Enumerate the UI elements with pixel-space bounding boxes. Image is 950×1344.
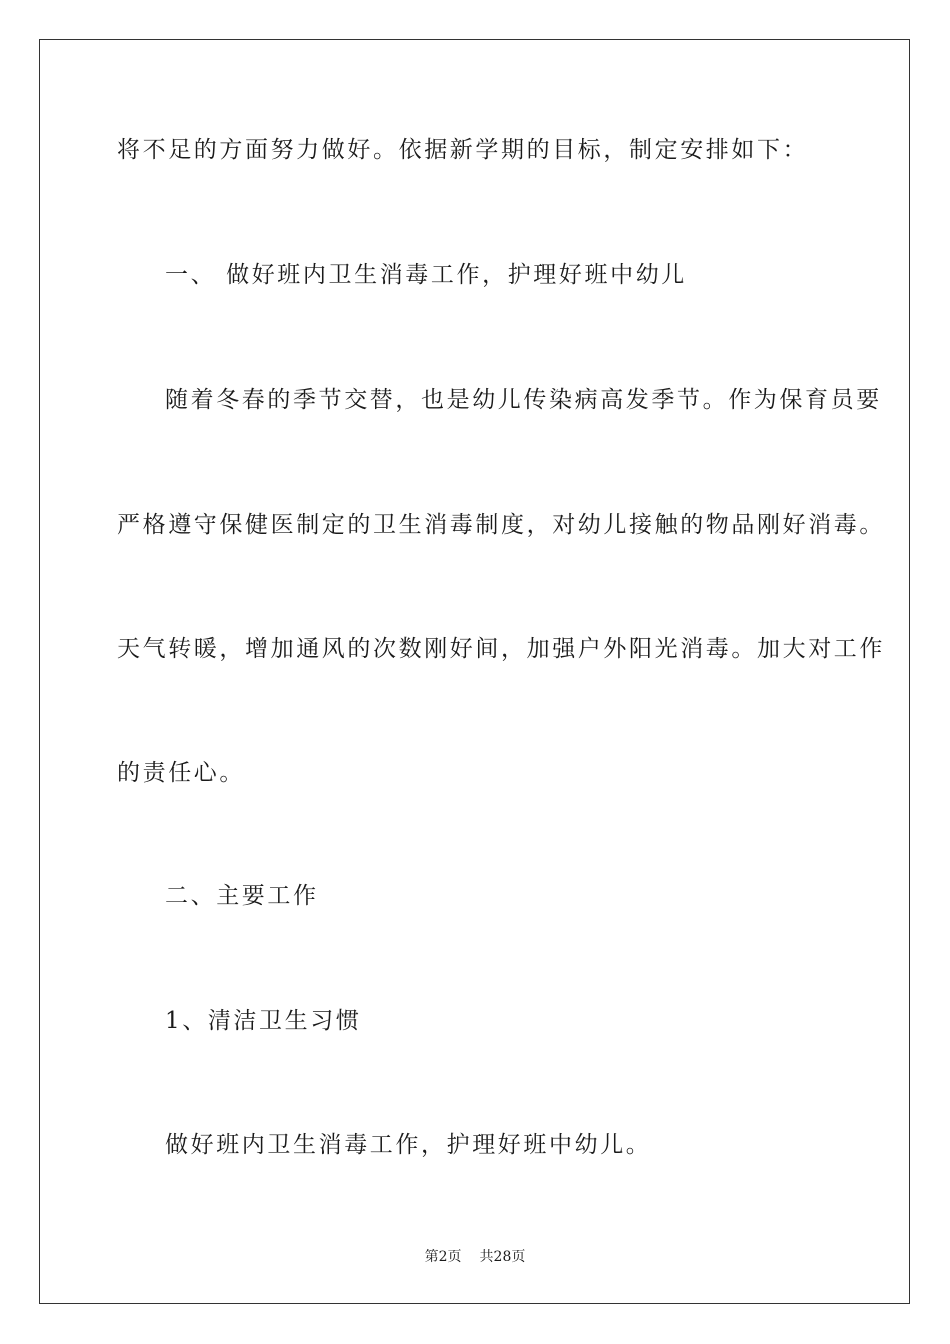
page-total: 共28页 — [479, 1249, 526, 1265]
page-footer — [0, 1248, 950, 1266]
body-text-line: 天气转暖，增加通风的次数刚好间，加强户外阳光消毒。加大对工作 — [117, 636, 885, 662]
body-text-line: 严格遵守保健医制定的卫生消毒制度，对幼儿接触的物品刚好消毒。 — [117, 512, 885, 538]
body-text-line: 将不足的方面努力做好。依据新学期的目标，制定安排如下： — [117, 137, 809, 163]
page-number: 第2页 — [424, 1249, 462, 1265]
page-border — [39, 39, 910, 1304]
body-text-line: 随着冬春的季节交替，也是幼儿传染病高发季节。作为保育员要 — [165, 387, 882, 413]
section-heading-2: 二、主要工作 — [165, 883, 319, 909]
body-text-line: 做好班内卫生消毒工作，护理好班中幼儿。 — [165, 1132, 652, 1158]
section-heading-1: 一、 做好班内卫生消毒工作，护理好班中幼儿 — [165, 262, 687, 288]
subsection-heading: 1、清洁卫生习惯 — [165, 1008, 362, 1034]
body-text-line: 的责任心。 — [117, 760, 245, 786]
